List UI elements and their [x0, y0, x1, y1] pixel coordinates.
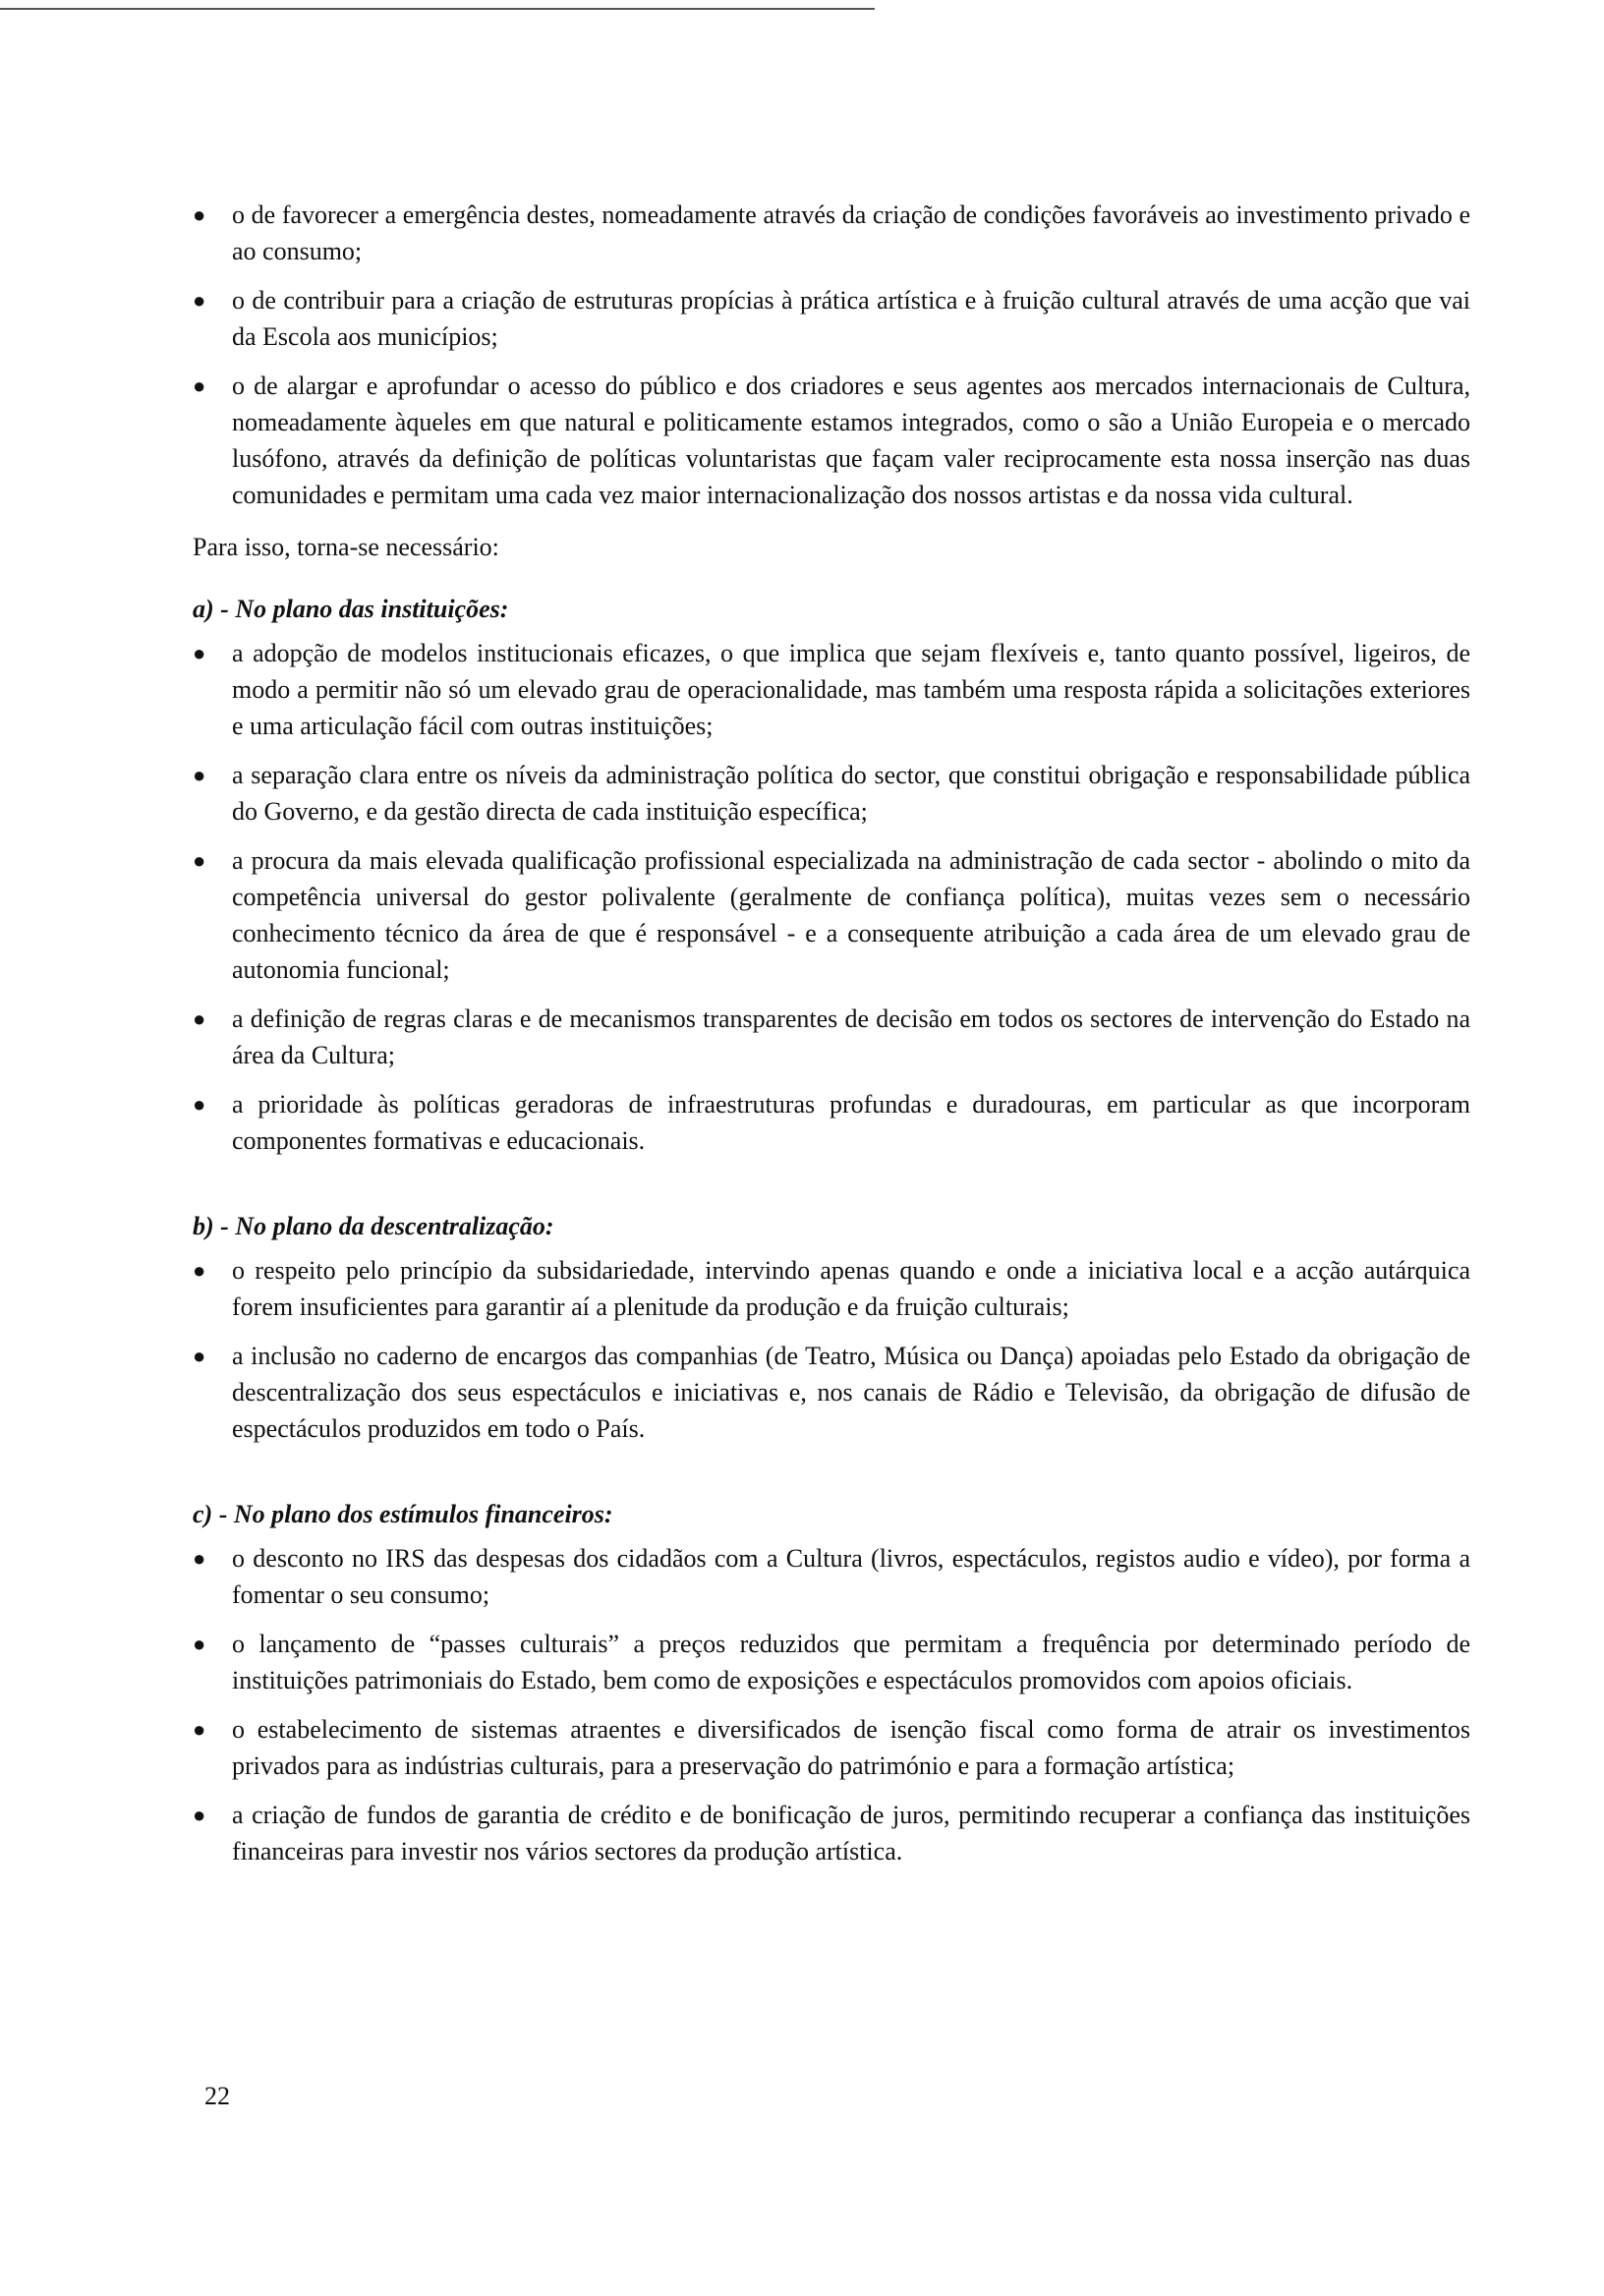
- list-item: [193, 1252, 1470, 1325]
- section-heading-financial-incentives: c) - No plano dos estímulos financeiros:: [193, 1500, 613, 1528]
- bullet-icon: ●: [193, 202, 206, 227]
- bullet-icon: ●: [193, 1344, 206, 1368]
- list-item: [193, 757, 1470, 830]
- list-item-text: o estabelecimento de sistemas atraentes e diversificados de isenção fiscal como forma de atrair os investimentos privados para as indústrias culturais, para a preservação do património e para a formação artística;: [232, 1715, 1470, 1780]
- scan-edge-line: [0, 8, 875, 10]
- document-body: [193, 197, 1470, 1882]
- bullet-icon: ●: [193, 1632, 206, 1656]
- bullet-icon: ●: [193, 288, 206, 313]
- list-item: [193, 368, 1470, 513]
- list-item-text: o de favorecer a emergência destes, nomeadamente através da criação de condições favoráveis ao investimento privado e ao consumo;: [232, 201, 1470, 265]
- list-item-text: a separação clara entre os níveis da administração política do sector, que constitui obrigação e responsabilidade pública do Governo, e da gestão directa de cada instituição específica;: [232, 761, 1470, 826]
- list-item-text: o de alargar e aprofundar o acesso do público e dos criadores e seus agentes aos mercados internacionais de Cultura, nomeadamente àqueles em que natural e politicamente estamos integrados, como o são a União Europeia e o mercado lusófono, através da definição de políticas voluntaristas que façam valer reciprocamente esta nossa inserção nas duas comunidades e permitam uma cada vez maior internacionalização dos nossos artistas e da nossa vida cultural.: [232, 372, 1470, 509]
- bullet-icon: ●: [193, 373, 206, 398]
- list-item-text: a prioridade às políticas geradoras de infraestruturas profundas e duradouras, em particular as que incorporam componentes formativas e educacionais.: [232, 1090, 1470, 1155]
- list-item: [193, 635, 1470, 744]
- list-item: [193, 1626, 1470, 1698]
- list-item-text: o desconto no IRS das despesas dos cidadãos com a Cultura (livros, espectáculos, registos audio e vídeo), por forma a fomentar o seu consumo;: [232, 1544, 1470, 1609]
- financial-bullet-list: [193, 1540, 1470, 1869]
- list-item: [193, 842, 1470, 988]
- list-item-text: a procura da mais elevada qualificação profissional especializada na administração de cada sector - abolindo o mito da competência universal do gestor polivalente (geralmente de confiança política), muitas vezes sem o necessário conhecimento técnico da área de que é responsável - e a consequente atribuição a cada área de um elevado grau de autonomia funcional;: [232, 846, 1470, 984]
- institutions-bullet-list: [193, 635, 1470, 1159]
- list-item: [193, 1711, 1470, 1784]
- list-item-text: o lançamento de “passes culturais” a preços reduzidos que permitam a frequência por determinado período de instituições patrimoniais do Estado, bem como de exposições e espectáculos promovidos com apoios oficiais.: [232, 1630, 1470, 1694]
- list-item-text: a inclusão no caderno de encargos das companhias (de Teatro, Música ou Dança) apoiadas pelo Estado da obrigação de descentralização dos seus espectáculos e iniciativas e, nos canais de Rádio e Televisão, da obrigação de difusão de espectáculos produzidos em todo o País.: [232, 1342, 1470, 1443]
- bullet-icon: ●: [193, 1006, 206, 1031]
- list-item: [193, 197, 1470, 269]
- bullet-icon: ●: [193, 1092, 206, 1117]
- list-item: [193, 1540, 1470, 1613]
- list-item: [193, 1338, 1470, 1447]
- list-item: [193, 1797, 1470, 1869]
- bullet-icon: ●: [193, 641, 206, 665]
- section-heading-decentralization: b) - No plano da descentralização:: [193, 1212, 554, 1240]
- section-heading-institutions: a) - No plano das instituições:: [193, 595, 509, 623]
- bullet-icon: ●: [193, 1546, 206, 1571]
- list-item-text: o de contribuir para a criação de estruturas propícias à prática artística e à fruição cultural através de uma acção que vai da Escola aos municípios;: [232, 286, 1470, 351]
- bullet-icon: ●: [193, 1803, 206, 1827]
- lead-paragraph: Para isso, torna-se necessário:: [193, 533, 499, 561]
- list-item: [193, 282, 1470, 355]
- list-item: [193, 1001, 1470, 1073]
- list-item: [193, 1086, 1470, 1159]
- bullet-icon: ●: [193, 1717, 206, 1742]
- bullet-icon: ●: [193, 1258, 206, 1283]
- page-number: 22: [204, 2082, 230, 2110]
- bullet-icon: ●: [193, 763, 206, 787]
- list-item-text: a criação de fundos de garantia de crédito e de bonificação de juros, permitindo recuperar a confiança das instituições financeiras para investir nos vários sectores da produção artística.: [232, 1801, 1470, 1866]
- list-item-text: o respeito pelo princípio da subsidariedade, intervindo apenas quando e onde a iniciativa local e a acção autárquica forem insuficientes para garantir aí a plenitude da produção e da fruição culturais;: [232, 1256, 1470, 1321]
- bullet-icon: ●: [193, 848, 206, 873]
- intro-bullet-list: [193, 197, 1470, 513]
- list-item-text: a definição de regras claras e de mecanismos transparentes de decisão em todos os sectores de intervenção do Estado na área da Cultura;: [232, 1004, 1470, 1069]
- list-item-text: a adopção de modelos institucionais eficazes, o que implica que sejam flexíveis e, tanto quanto possível, ligeiros, de modo a permitir não só um elevado grau de operacionalidade, mas também uma resposta rápida a solicitações exteriores e uma articulação fácil com outras instituições;: [232, 639, 1470, 740]
- decentralization-bullet-list: [193, 1252, 1470, 1447]
